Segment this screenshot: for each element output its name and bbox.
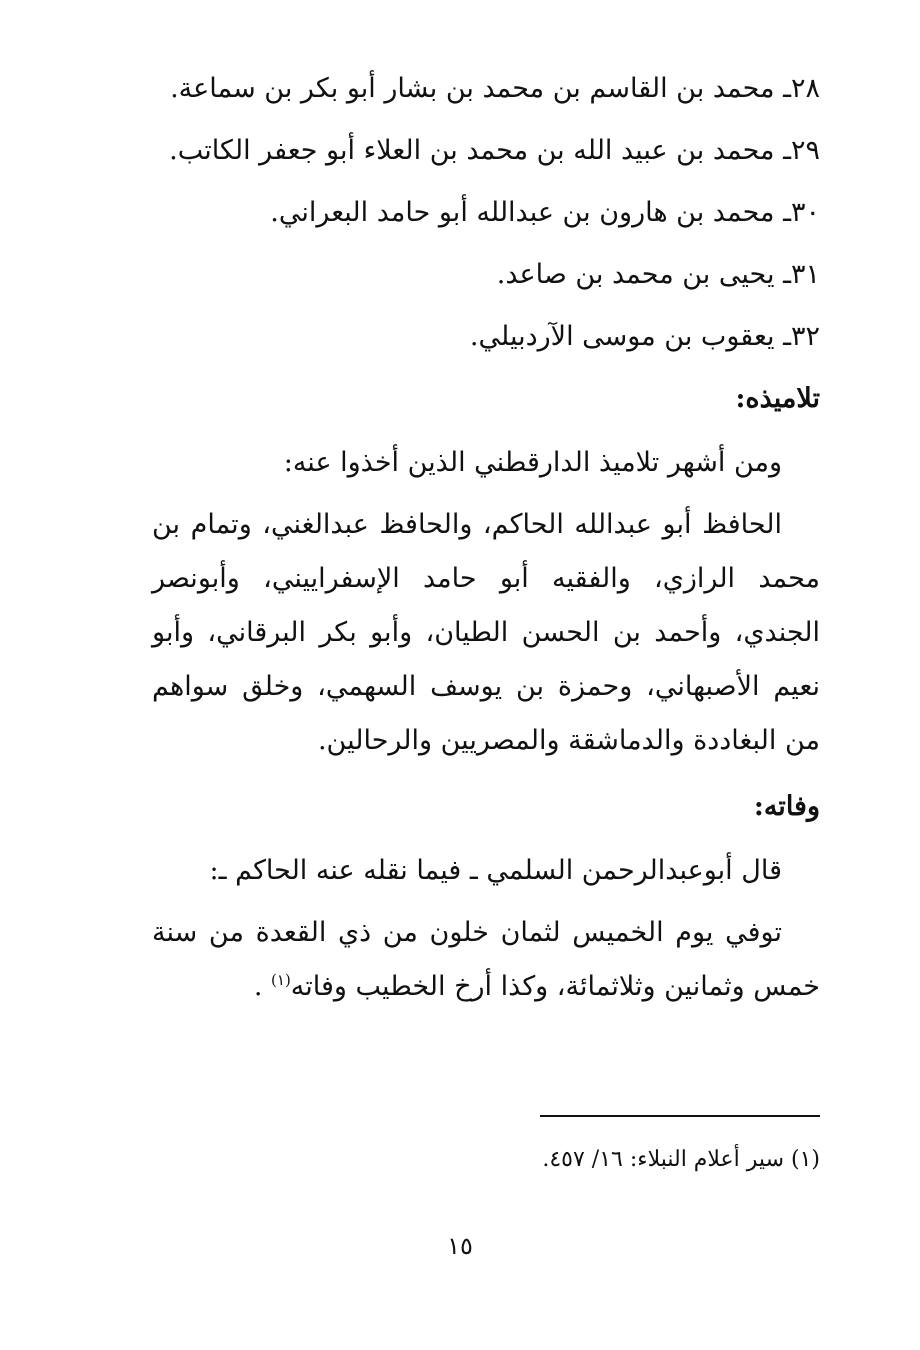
death-paragraph [152,906,820,1014]
death-paragraph-text: توفي يوم الخميس لثمان خلون من ذي القعدة من سنة خمس وثمانين وثلاثمائة، وكذا أرخ الخطيب وفاته [152,917,820,1002]
students-paragraph: الحافظ أبو عبدالله الحاكم، والحافظ عبدالغني، وتمام بن محمد الرازي، والفقيه أبو حامد الإسفراييني، وأبونصر الجندي، وأحمد بن الحسن الطيان، وأبو بكر البرقاني، وأبو نعيم الأصبهاني، وحمزة بن يوسف السهمي، وخلق سواهم من البغاددة والدماشقة والمصريين والرحالين. [152,509,820,756]
students-heading: تلاميذه: [735,383,820,414]
death-paragraph-end: . [253,971,272,1002]
students-intro: ومن أشهر تلاميذ الدارقطني الذين أخذوا عنه: [283,447,782,478]
footnote-divider [540,1115,820,1117]
list-item: ٣٠ـ محمد بن هارون بن عبدالله أبو حامد البعراني. [270,197,820,228]
page-number: ١٥ [447,1232,473,1260]
list-item: ٢٩ـ محمد بن عبيد الله بن محمد بن العلاء أبو جعفر الكاتب. [169,135,820,166]
list-item: ٢٨ـ محمد بن القاسم بن محمد بن بشار أبو بكر بن سماعة. [170,73,820,104]
list-item: ٣١ـ يحيى بن محمد بن صاعد. [496,259,820,290]
death-heading: وفاته: [753,791,820,822]
death-intro: قال أبوعبدالرحمن السلمي ـ فيما نقله عنه الحاكم ـ: [209,855,782,886]
page-content [152,62,820,1014]
footnote-reference: (١) [271,971,291,989]
footnote: (١) سير أعلام النبلاء: ١٦/ ٤٥٧. [542,1147,820,1172]
list-item: ٣٢ـ يعقوب بن موسى الآردبيلي. [469,321,820,352]
